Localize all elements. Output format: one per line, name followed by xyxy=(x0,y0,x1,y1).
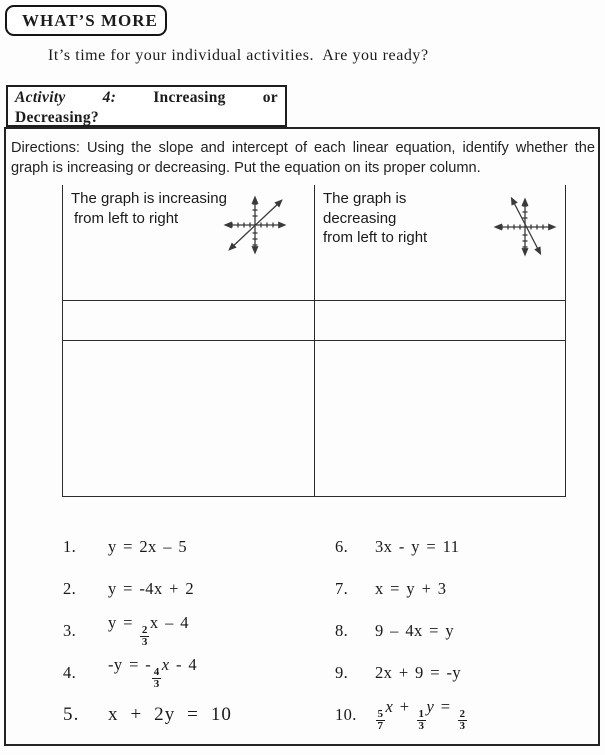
equation-number: 9. xyxy=(335,663,349,682)
activity-word: or xyxy=(262,89,278,106)
activity-word: Activity xyxy=(15,89,66,106)
fraction-numerator: 5 xyxy=(377,707,383,720)
equation-text: 2x + 9 = -y xyxy=(375,663,462,682)
fraction-numerator: 2 xyxy=(141,623,148,636)
increasing-line-graph-icon xyxy=(220,192,290,258)
table-header-row xyxy=(62,185,566,301)
equation-item-10 xyxy=(335,694,468,736)
fraction xyxy=(152,667,161,691)
decreasing-answer-cell-2 xyxy=(314,341,566,497)
decreasing-answer-cell-1 xyxy=(314,301,566,341)
equation-number: 1. xyxy=(63,537,77,556)
equation-variable: y xyxy=(426,697,435,717)
fraction-denominator: 3 xyxy=(418,720,424,733)
directions-line2: graph is increasing or decreasing. Put the equation on its proper column. xyxy=(11,159,481,176)
fraction-denominator: 3 xyxy=(153,678,160,691)
whats-more-heading-box xyxy=(5,5,167,36)
equation-text: y = 2x – 5 xyxy=(108,537,188,556)
equation-number: 10. xyxy=(335,705,357,724)
equation-item-5 xyxy=(63,694,232,736)
header-line: The graph is increasing xyxy=(71,190,227,207)
equation-segment: - 4 xyxy=(169,655,198,675)
equation-segment: -y = - xyxy=(108,655,152,675)
equation-text: x = y + 3 xyxy=(375,579,447,598)
table-answer-row-1 xyxy=(62,301,566,341)
equation-text: y = -4x + 2 xyxy=(108,579,195,598)
equation-item-4 xyxy=(63,652,232,694)
activity-word: Increasing xyxy=(153,89,226,106)
activity-title-line2: Decreasing? xyxy=(15,109,99,126)
equation-number: 7. xyxy=(335,579,349,598)
equation-item-9 xyxy=(335,652,468,694)
equation-text xyxy=(108,613,189,648)
fraction xyxy=(376,709,385,733)
fraction-numerator: 1 xyxy=(418,707,424,720)
increasing-answer-cell-1 xyxy=(62,301,314,341)
equation-number: 8. xyxy=(335,621,349,640)
page-title: WHAT’S MORE xyxy=(22,10,158,30)
equation-number: 5. xyxy=(63,704,80,725)
header-line: from left to right xyxy=(74,209,179,227)
intro-text: It’s time for your individual activities. Are you ready? xyxy=(48,47,429,64)
decreasing-line-graph-icon xyxy=(490,194,560,260)
equation-segment: x – 4 xyxy=(149,613,189,633)
decreasing-column-header xyxy=(314,185,566,301)
equation-number: 6. xyxy=(335,537,349,556)
equation-number: 4. xyxy=(63,663,77,682)
activity-title-box xyxy=(6,85,287,127)
fraction xyxy=(458,709,467,733)
fraction xyxy=(417,709,426,733)
equation-text: x + 2y = 10 xyxy=(108,704,233,725)
equation-item-6 xyxy=(335,526,468,568)
fraction xyxy=(140,625,149,649)
increasing-header-text xyxy=(71,189,231,228)
decreasing-header-text xyxy=(323,189,483,248)
equation-text xyxy=(375,697,468,732)
fraction-numerator: 2 xyxy=(459,707,465,720)
equation-number: 3. xyxy=(63,621,77,640)
fraction-numerator: 4 xyxy=(153,665,160,678)
equation-number: 2. xyxy=(63,579,77,598)
header-line: from left to right xyxy=(323,229,428,246)
equation-segment: + xyxy=(393,697,416,717)
equation-item-7 xyxy=(335,568,468,610)
activity-title-line1 xyxy=(15,88,278,108)
equation-text: 9 – 4x = y xyxy=(375,621,455,640)
increasing-column-header xyxy=(62,185,314,301)
fraction-denominator: 7 xyxy=(377,720,383,733)
activity-number: 4: xyxy=(102,89,117,106)
equation-item-3 xyxy=(63,610,232,652)
equation-item-2 xyxy=(63,568,232,610)
table-answer-row-2 xyxy=(62,341,566,497)
equation-item-1 xyxy=(63,526,232,568)
equation-text xyxy=(108,655,197,690)
equation-text: 3x - y = 11 xyxy=(375,537,460,556)
fraction-denominator: 3 xyxy=(459,720,465,733)
directions-line1: Directions: Using the slope and intercept of each linear equation, identify whether the xyxy=(11,140,595,156)
equation-variable: x xyxy=(385,697,394,717)
equation-variable: x xyxy=(161,655,170,675)
header-line: The graph is decreasing xyxy=(323,190,407,227)
equation-item-8 xyxy=(335,610,468,652)
directions-text xyxy=(11,139,595,178)
equation-list-left xyxy=(63,526,232,736)
equation-segment: = xyxy=(434,697,457,717)
increasing-answer-cell-2 xyxy=(62,341,314,497)
fraction-denominator: 3 xyxy=(141,636,148,649)
equation-segment: y = xyxy=(108,613,140,633)
sorting-table xyxy=(62,185,566,497)
equation-list-right xyxy=(335,526,468,736)
